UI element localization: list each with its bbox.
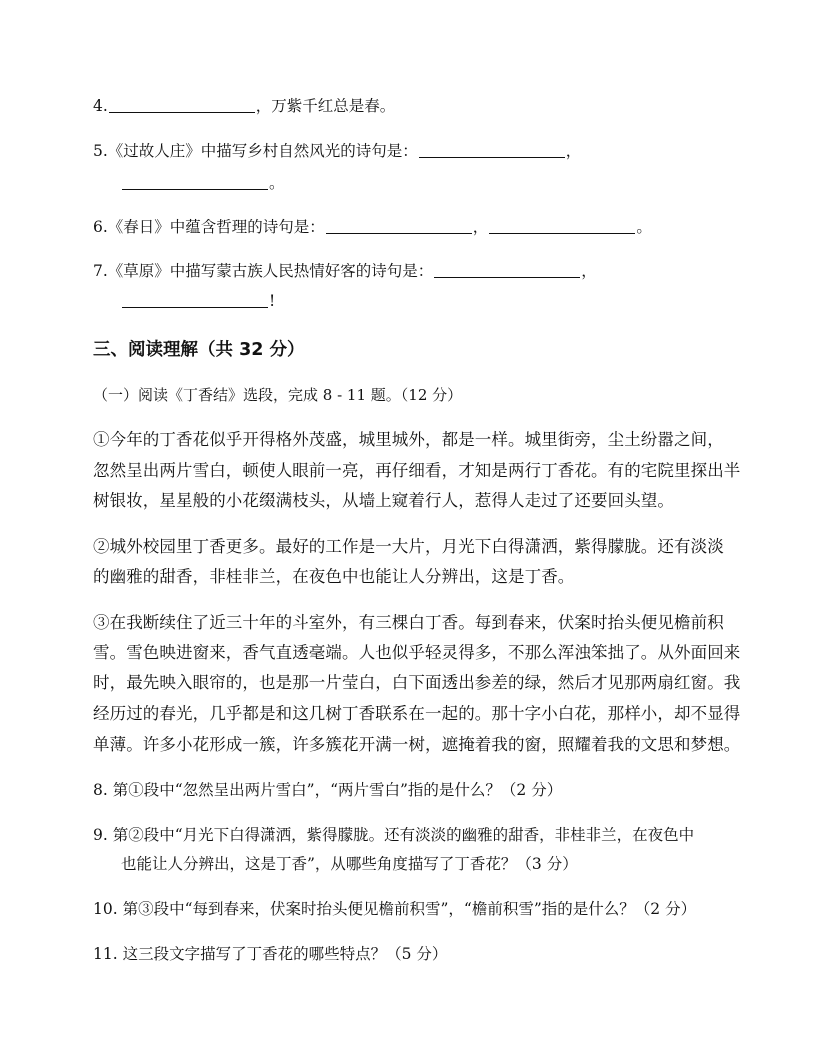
question-7-sep: ， — [581, 262, 597, 280]
passage-p1-line: 忽然呈出两片雪白，顿使人眼前一亮，再仔细看，才知是两行丁香花。有的宅院里探出半 — [93, 461, 741, 480]
question-5 — [93, 140, 581, 162]
question-9-line2: 也能让人分辨出，这是丁香”，从哪些角度描写了丁香花？（3 分） — [121, 855, 578, 873]
question-4 — [93, 95, 395, 117]
passage-p3-line: ③在我断续住了近三十年的斗室外，有三棵白丁香。每到春来，伏案时抬头便见檐前积 — [93, 613, 724, 632]
answer-blank[interactable] — [419, 141, 565, 158]
passage-p3-line: 雪。雪色映进窗来，香气直透毫端。人也似乎轻灵得多，不那么浑浊笨拙了。从外面回来 — [93, 643, 741, 662]
passage-p1-line: ①今年的丁香花似乎开得格外茂盛，城里城外，都是一样。城里街旁，尘土纷嚣之间， — [93, 430, 724, 449]
question-8: 8. 第①段中“忽然呈出两片雪白”，“两片雪白”指的是什么？（2 分） — [93, 781, 563, 799]
question-7-end: ! — [269, 292, 276, 310]
passage-p3-line: 时，最先映入眼帘的，也是那一片莹白，白下面透出参差的绿，然后才见那两扇红窗。我 — [93, 673, 741, 692]
question-4-text: ，万紫千红总是春。 — [255, 97, 396, 115]
section-heading: 三、阅读理解（共 32 分） — [93, 340, 305, 360]
question-11: 11. 这三段文字描写了丁香花的哪些特点？（5 分） — [93, 945, 448, 963]
question-6-text: 6.《春日》中蕴含哲理的诗句是： — [93, 218, 325, 236]
passage-p2-line: 的幽雅的甜香，非桂非兰，在夜色中也能让人分辨出，这是丁香。 — [93, 567, 575, 586]
question-10: 10. 第③段中“每到春来，伏案时抬头便见檐前积雪”，“檐前积雪”指的是什么？（2 分） — [93, 900, 697, 918]
passage-p3-line: 单薄。许多小花形成一簇，许多簇花开满一树，遮掩着我的窗，照耀着我的文思和梦想。 — [93, 735, 741, 754]
passage-p1-line: 树银妆，星星般的小花缀满枝头，从墙上窥着行人，惹得人走过了还要回头望。 — [93, 491, 674, 510]
question-6-end: 。 — [636, 218, 652, 236]
question-6-sep: ， — [472, 218, 489, 236]
answer-blank[interactable] — [122, 173, 268, 190]
answer-blank[interactable] — [326, 217, 472, 234]
question-5-text: 5.《过故人庄》中描写乡村自然风光的诗句是： — [93, 142, 418, 160]
question-4-number: 4. — [93, 97, 108, 115]
answer-blank[interactable] — [489, 217, 635, 234]
answer-blank[interactable] — [109, 96, 255, 113]
passage-p3-line: 经历过的春光，几乎都是和这几树丁香联系在一起的。那十字小白花，那样小，却不显得 — [93, 704, 741, 723]
question-5-end: 。 — [269, 174, 285, 192]
section-subheading: （一）阅读《丁香结》选段，完成 8 - 11 题。（12 分） — [93, 386, 463, 404]
question-7 — [93, 260, 597, 282]
question-7-text: 7.《草原》中描写蒙古族人民热情好客的诗句是： — [93, 262, 434, 280]
question-6 — [93, 216, 652, 238]
question-5-line2 — [121, 172, 285, 194]
answer-blank[interactable] — [434, 261, 580, 278]
question-7-line2 — [121, 290, 275, 312]
answer-blank[interactable] — [122, 291, 268, 308]
question-9: 9. 第②段中“月光下白得潇洒，紫得朦胧。还有淡淡的幽雅的甜香，非桂非兰，在夜色中 — [93, 826, 695, 844]
passage-p2-line: ②城外校园里丁香更多。最好的工作是一大片，月光下白得潇洒，紫得朦胧。还有淡淡 — [93, 537, 724, 556]
question-5-sep: ， — [565, 142, 582, 160]
